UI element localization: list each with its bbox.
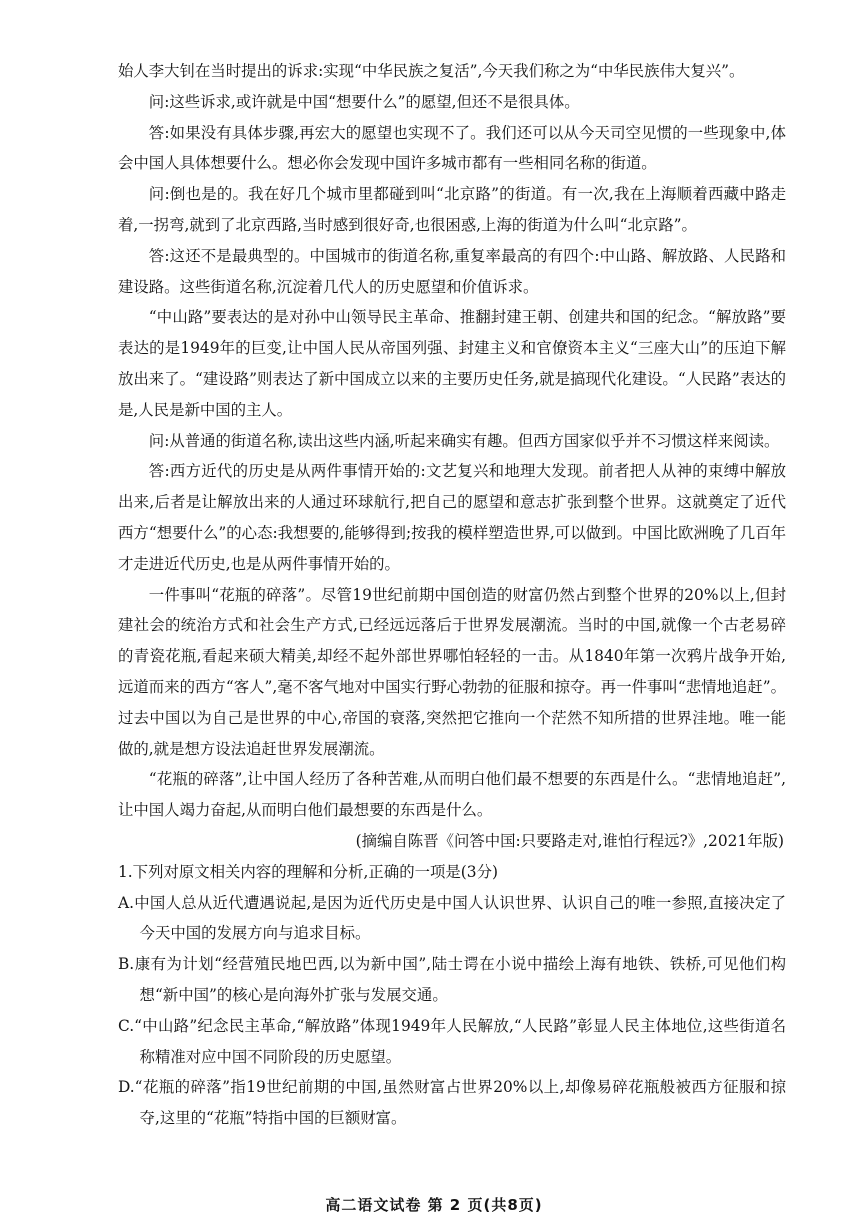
option-c: C.“中山路”纪念民主革命,“解放路”体现1949年人民解放,“人民路”彰显人民主体地位,这些街道名称精准对应中国不同阶段的历史愿望。 <box>118 1016 786 1066</box>
option-a: A.中国人总从近代遭遇说起,是因为近代历史是中国人认识世界、认识自己的唯一参照,直接决定了今天中国的发展方向与追求目标。 <box>118 893 786 943</box>
article-paragraph: 问:倒也是的。我在好几个城市里都碰到叫“北京路”的街道。有一次,我在上海顺着西藏中路走着,一拐弯,就到了北京西路,当时感到很好奇,也很困惑,上海的街道为什么叫“北京路”。 <box>118 185 786 234</box>
page-footer: 高二语文试卷 第 2 页(共8页) <box>325 1196 543 1214</box>
article-paragraph: 始人李大钊在当时提出的诉求:实现“中华民族之复活”,今天我们称之为“中华民族伟大复兴”。 <box>118 62 745 80</box>
option-b: B.康有为计划“经营殖民地巴西,以为新中国”,陆士谔在小说中描绘上海有地铁、铁桥,可见他们构想“新中国”的核心是向海外扩张与发展交通。 <box>118 955 786 1004</box>
article-paragraph: 问:这些诉求,或许就是中国“想要什么”的愿望,但还不是很具体。 <box>148 92 580 111</box>
article-paragraph: 一件事叫“花瓶的碎落”。尽管19世纪前期中国创造的财富仍然占到整个世界的20%以上,但封建社会的统治方式和社会生产方式,已经远远落后于世界发展潮流。当时的中国,就像一个古老易碎的青瓷花瓶,看起来硕大精美,却经不起外部世界哪怕轻轻的一击。从1840年第一次鸦片战争开始,远道而来的西方“客人”,毫不客气地对中国实行野心勃勃的征服和掠夺。再一件事叫“悲情地追赶”。过去中国以为自己是世界的中心,帝国的衰落,突然把它推向一个茫然不知所措的世界洼地。唯一能做的,就是想方设法追赶世界发展潮流。 <box>118 585 786 758</box>
article-source: (摘编自陈晋《问答中国:只要路走对,谁怕行程远?》,2021年版) <box>355 831 784 850</box>
article <box>118 56 786 857</box>
article-paragraph: “中山路”要表达的是对孙中山领导民主革命、推翻封建王朝、创建共和国的纪念。“解放路”要表达的是1949年的巨变,让中国人民从帝国列强、封建主义和官僚资本主义“三座大山”的压迫下解放出来了。“建设路”则表达了新中国成立以来的主要历史任务,就是搞现代化建设。“人民路”表达的是,人民是新中国的主人。 <box>118 308 786 419</box>
question-block <box>118 857 786 1134</box>
article-paragraph: 答:如果没有具体步骤,再宏大的愿望也实现不了。我们还可以从今天司空见惯的一些现象中,体会中国人具体想要什么。想必你会发现中国许多城市都有一些相同名称的街道。 <box>118 123 786 173</box>
option-d: D.“花瓶的碎落”指19世纪前期的中国,虽然财富占世界20%以上,却像易碎花瓶般被西方征服和掠夺,这里的“花瓶”特指中国的巨额财富。 <box>118 1078 786 1128</box>
article-paragraph: 问:从普通的街道名称,读出这些内涵,听起来确实有趣。但西方国家似乎并不习惯这样来阅读。 <box>148 431 780 450</box>
article-paragraph: 答:这还不是最典型的。中国城市的街道名称,重复率最高的有四个:中山路、解放路、人民路和建设路。这些街道名称,沉淀着几代人的历史愿望和价值诉求。 <box>118 246 786 296</box>
article-paragraph: “花瓶的碎落”,让中国人经历了各种苦难,从而明白他们最不想要的东西是什么。“悲情地追赶”,让中国人竭力奋起,从而明白他们最想要的东西是什么。 <box>118 770 786 820</box>
article-paragraph: 答:西方近代的历史是从两件事情开始的:文艺复兴和地理大发现。前者把人从神的束缚中解放出来,后者是让解放出来的人通过环球航行,把自己的愿望和意志扩张到整个世界。这就奠定了近代西方“想要什么”的心态:我想要的,能够得到;按我的模样塑造世界,可以做到。中国比欧洲晚了几百年才走进近代历史,也是从两件事情开始的。 <box>118 462 786 573</box>
question-stem: 1.下列对原文相关内容的理解和分析,正确的一项是(3分) <box>118 862 498 881</box>
